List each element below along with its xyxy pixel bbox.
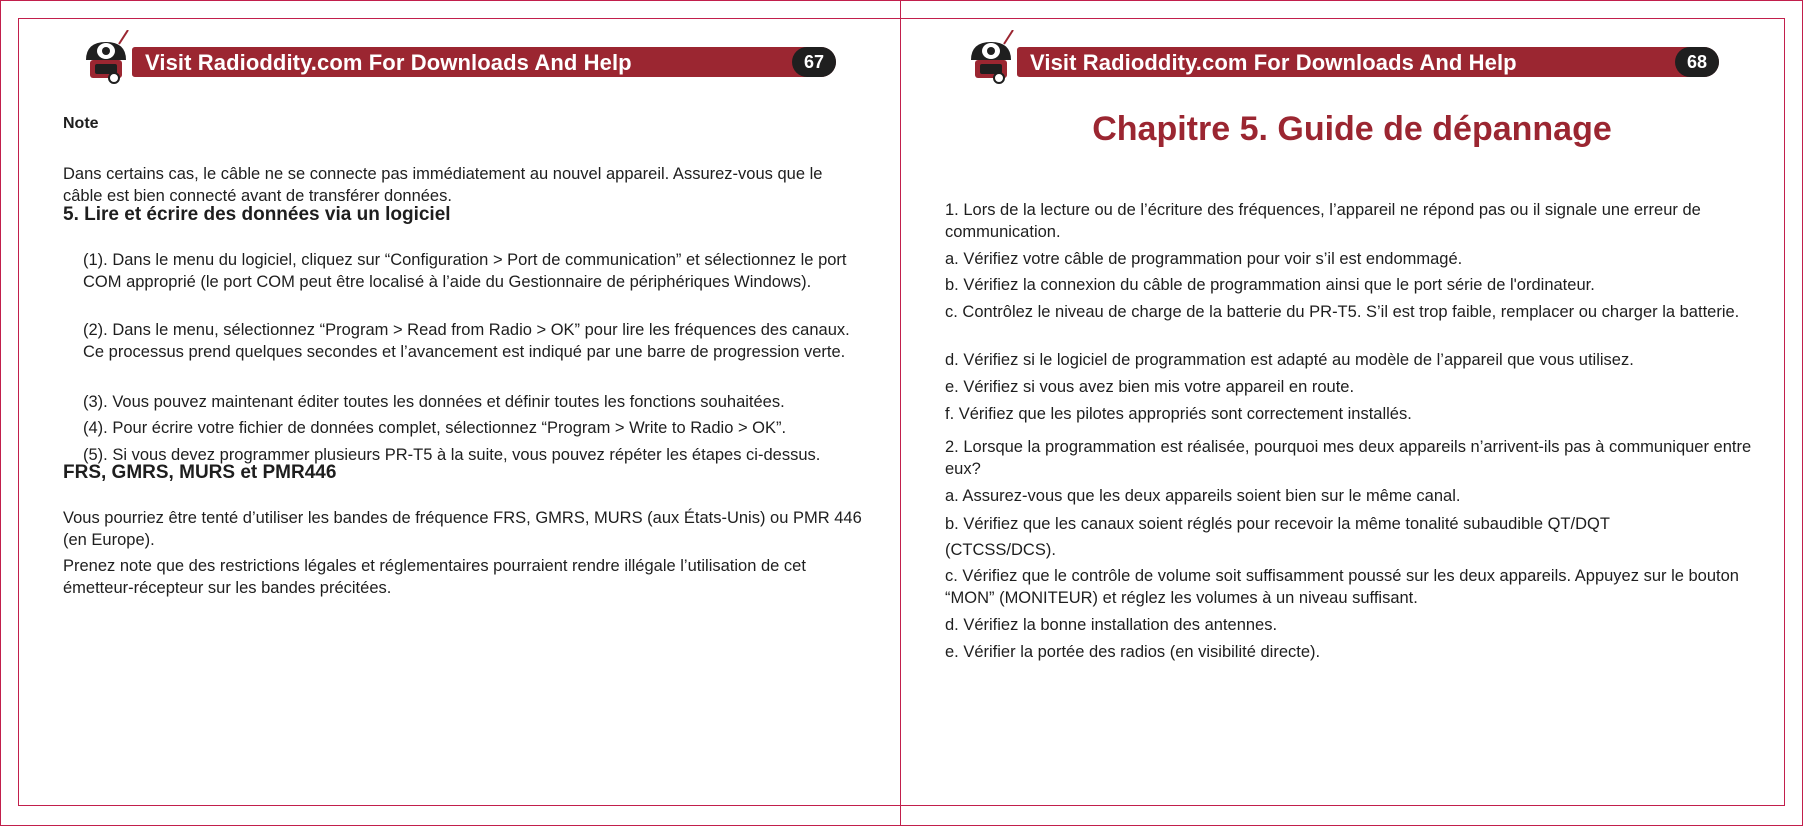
step-1: (1). Dans le menu du logiciel, cliquez sur “Configuration > Port de communication” et sélectionnez le port COM approprié (le port COM peut être localisé à l’aide du Gestionnaire de périphériques Windows). xyxy=(83,250,847,291)
q2-answer-a: a. Assurez-vous que les deux appareils soient bien sur le même canal. xyxy=(945,486,1461,505)
banner-text: Visit Radioddity.com For Downloads And Help xyxy=(1030,50,1517,75)
step-3: (3). Vous pouvez maintenant éditer toutes les données et définir toutes les fonctions souhaitées. xyxy=(83,392,785,411)
page-67 xyxy=(0,0,900,826)
q1-answer-e: e. Vérifiez si vous avez bien mis votre appareil en route. xyxy=(945,377,1355,396)
q2-answer-e: e. Vérifier la portée des radios (en visibilité directe). xyxy=(945,642,1321,661)
robot-mascot-icon xyxy=(967,30,1027,86)
section-5-heading: 5. Lire et écrire des données via un logiciel xyxy=(63,204,451,225)
banner-text: Visit Radioddity.com For Downloads And Help xyxy=(145,50,632,75)
frs-paragraph-1: Vous pourriez être tenté d’utiliser les bandes de fréquence FRS, GMRS, MURS (aux États-Unis) ou PMR 446 (en Europe). xyxy=(63,508,862,549)
page-header-banner xyxy=(82,30,836,85)
q1-answer-c: c. Contrôlez le niveau de charge de la batterie du PR-T5. S’il est trop faible, remplacer ou charger la batterie. xyxy=(945,302,1740,321)
note-heading: Note xyxy=(63,115,99,132)
page-number-badge: 68 xyxy=(1675,47,1719,77)
page-header-banner xyxy=(967,30,1719,85)
q2-answer-d: d. Vérifiez la bonne installation des antennes. xyxy=(945,615,1278,634)
q1-answer-f: f. Vérifiez que les pilotes appropriés sont correctement installés. xyxy=(945,404,1412,423)
note-text: Dans certains cas, le câble ne se connecte pas immédiatement au nouvel appareil. Assurez-vous que le câble est bien connecté avant de transférer données. xyxy=(63,164,823,205)
frs-paragraph-2: Prenez note que des restrictions légales et réglementaires pourraient rendre illégale l’utilisation de cet émetteur-récepteur sur les bandes précitées. xyxy=(63,556,806,597)
q2-answer-b: b. Vérifiez que les canaux soient réglés pour recevoir la même tonalité subaudible QT/DQT (CTCSS/DCS). xyxy=(945,514,1610,559)
q2-answer-c: c. Vérifiez que le contrôle de volume soit suffisamment poussé sur les deux appareils. Appuyez sur le bouton “MON” (MONITEUR) et réglez les volumes à un niveau suffisant. xyxy=(945,566,1739,607)
page-68 xyxy=(901,0,1803,826)
question-2: 2. Lorsque la programmation est réalisée, pourquoi mes deux appareils n’arrivent-ils pas à communiquer entre eux? xyxy=(945,437,1752,478)
question-1: 1. Lors de la lecture ou de l’écriture des fréquences, l’appareil ne répond pas ou il signale une erreur de communication. xyxy=(945,200,1701,241)
q1-answer-d: d. Vérifiez si le logiciel de programmation est adapté au modèle de l’appareil que vous utilisez. xyxy=(945,350,1634,369)
robot-mascot-icon xyxy=(82,30,142,86)
step-2: (2). Dans le menu, sélectionnez “Program > Read from Radio > OK” pour lire les fréquences des canaux. Ce processus prend quelques secondes et l’avancement est indiqué par une barre de progression verte. xyxy=(83,320,850,361)
q1-answer-a: a. Vérifiez votre câble de programmation pour voir s’il est endommagé. xyxy=(945,249,1463,268)
step-5: (5). Si vous devez programmer plusieurs PR-T5 à la suite, vous pouvez répéter les étapes ci-dessus. xyxy=(83,445,821,464)
chapter-title: Chapitre 5. Guide de dépannage xyxy=(1092,110,1612,148)
step-4: (4). Pour écrire votre fichier de données complet, sélectionnez “Program > Write to Radio > OK”. xyxy=(83,418,787,437)
frs-heading: FRS, GMRS, MURS et PMR446 xyxy=(63,462,337,483)
q1-answer-b: b. Vérifiez la connexion du câble de programmation ainsi que le port série de l'ordinateur. xyxy=(945,275,1595,294)
page-number-badge: 67 xyxy=(792,47,836,77)
